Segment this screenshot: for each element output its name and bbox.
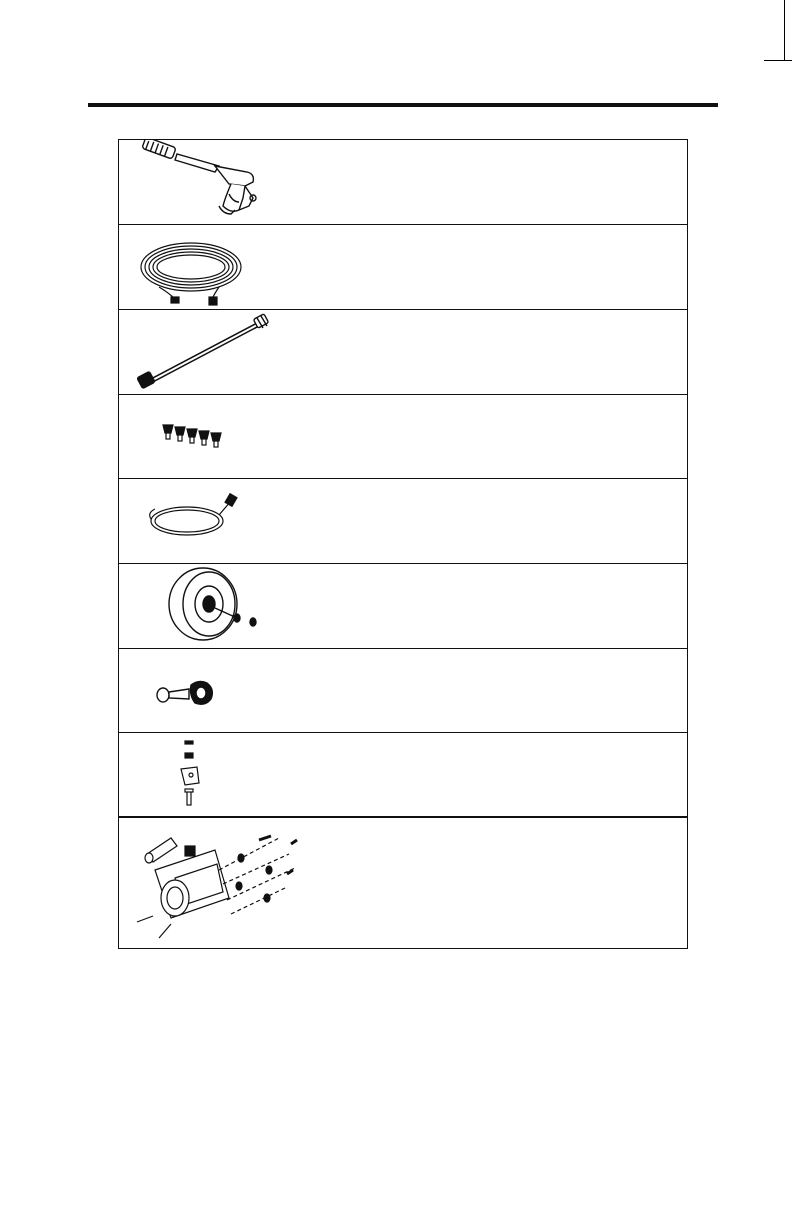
part-row-wheel <box>119 564 687 649</box>
spray-wand-icon <box>119 310 319 395</box>
high-pressure-hose-icon <box>119 225 319 310</box>
crop-mark-horizontal <box>764 60 792 61</box>
header-rule <box>88 103 718 107</box>
part-row-wand <box>119 310 687 395</box>
part-row-spray-gun <box>119 140 687 225</box>
parts-table <box>118 139 688 949</box>
bracket-hardware-icon <box>119 733 319 818</box>
part-row-hose <box>119 225 687 310</box>
crop-mark-vertical <box>784 0 785 60</box>
pump-assembly-icon <box>119 818 319 948</box>
part-row-bracket <box>119 733 687 818</box>
part-row-pump <box>119 818 687 948</box>
quick-connect-nozzles-icon <box>119 395 319 479</box>
part-row-siphon-hose <box>119 479 687 564</box>
handle-bolt-knob-icon <box>119 649 319 733</box>
part-row-handle-hardware <box>119 649 687 733</box>
wheel-kit-icon <box>119 564 319 649</box>
spray-gun-icon <box>119 140 319 225</box>
detergent-siphon-hose-icon <box>119 479 319 564</box>
part-row-nozzles <box>119 395 687 479</box>
